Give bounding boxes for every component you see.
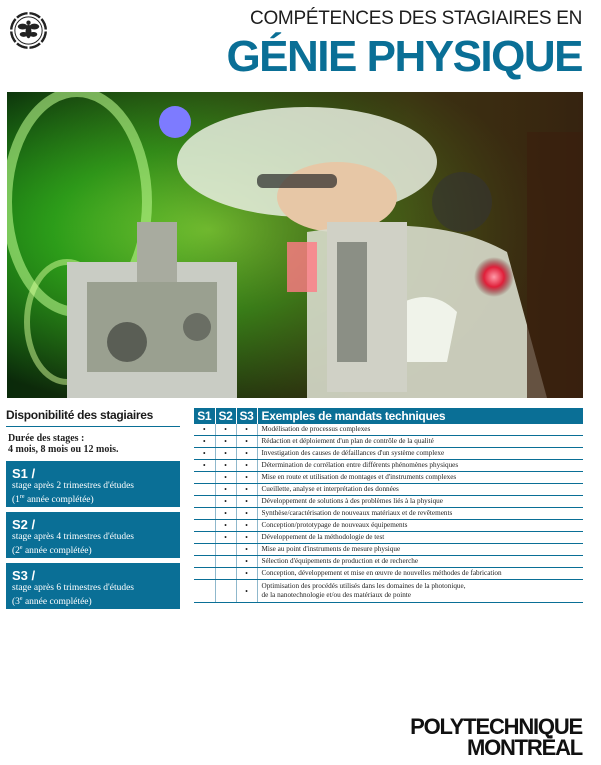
table-row — [194, 448, 583, 460]
cell-s2: • — [215, 508, 236, 520]
stage-completion: (1re année complétée) — [12, 494, 94, 506]
cell-s1 — [194, 580, 215, 603]
stage-box-s1 — [6, 461, 180, 507]
stage-completion: (3e année complétée) — [12, 596, 92, 608]
cell-s2 — [215, 580, 236, 603]
cell-mandate: Mise en route et utilisation de montages et d'instruments complexes — [257, 472, 583, 484]
cell-s1: • — [194, 436, 215, 448]
cell-s1: • — [194, 448, 215, 460]
cell-s2: • — [215, 496, 236, 508]
cell-s3: • — [236, 520, 257, 532]
stage-box-s3 — [6, 563, 180, 609]
cell-mandate: Développement de solutions à des problèmes liés à la physique — [257, 496, 583, 508]
cell-s3: • — [236, 532, 257, 544]
cell-s3: • — [236, 424, 257, 436]
column-header-s2: S2 — [215, 408, 236, 424]
table-row — [194, 532, 583, 544]
cell-s1 — [194, 544, 215, 556]
cell-mandate: Sélection d'équipements de production et de recherche — [257, 556, 583, 568]
table-header-row — [194, 408, 583, 424]
cell-s2: • — [215, 424, 236, 436]
cell-mandate: Détermination de corrélation entre différents phénomènes physiques — [257, 460, 583, 472]
table-row — [194, 472, 583, 484]
cell-s2: • — [215, 472, 236, 484]
cell-s1 — [194, 508, 215, 520]
table-row — [194, 556, 583, 568]
logo-line-1: POLYTECHNIQUE — [410, 714, 582, 739]
cell-s3: • — [236, 508, 257, 520]
cell-mandate: Investigation des causes de défaillances d'un système complexe — [257, 448, 583, 460]
cell-s1: • — [194, 460, 215, 472]
table-row — [194, 496, 583, 508]
stage-description: stage après 6 trimestres d'études — [12, 583, 135, 593]
laboratory-photo — [7, 92, 583, 398]
logo-line-2: MONTRÉAL — [466, 735, 582, 760]
cell-mandate: Modélisation de processus complexes — [257, 424, 583, 436]
cell-s3: • — [236, 496, 257, 508]
cell-s2: • — [215, 460, 236, 472]
duration-label: Durée des stages : — [8, 433, 85, 444]
column-header-s1: S1 — [194, 408, 215, 424]
column-header-mandates: Exemples de mandats techniques — [257, 408, 583, 424]
duration-value: 4 mois, 8 mois ou 12 mois. — [8, 444, 119, 455]
table-row — [194, 520, 583, 532]
stage-description: stage après 4 trimestres d'études — [12, 532, 135, 542]
cell-s1 — [194, 472, 215, 484]
stage-code: S2 / — [12, 517, 36, 532]
cell-s3: • — [236, 436, 257, 448]
cell-s2 — [215, 568, 236, 580]
cell-s3: • — [236, 544, 257, 556]
cell-mandate: Conception/prototypage de nouveaux équipements — [257, 520, 583, 532]
table-row — [194, 436, 583, 448]
mandates-table — [194, 408, 583, 603]
table-row — [194, 580, 583, 603]
cell-s3: • — [236, 556, 257, 568]
cell-s2: • — [215, 520, 236, 532]
cell-s3: • — [236, 448, 257, 460]
stage-description: stage après 2 trimestres d'études — [12, 481, 135, 491]
cell-s2: • — [215, 436, 236, 448]
header-subtitle: COMPÉTENCES DES STAGIAIRES EN — [250, 8, 582, 29]
cell-s1 — [194, 520, 215, 532]
cell-s3: • — [236, 568, 257, 580]
cell-s3: • — [236, 580, 257, 603]
cell-s1 — [194, 556, 215, 568]
table-row — [194, 544, 583, 556]
cell-s2 — [215, 556, 236, 568]
cell-mandate: Conception, développement et mise en œuvre de nouvelles méthodes de fabrication — [257, 568, 583, 580]
polytechnique-seal-logo — [9, 11, 48, 50]
cell-s2: • — [215, 484, 236, 496]
stage-completion: (2e année complétée) — [12, 545, 92, 557]
table-row — [194, 460, 583, 472]
stage-box-s2 — [6, 512, 180, 558]
cell-mandate: Développement de la méthodologie de test — [257, 532, 583, 544]
stage-code: S3 / — [12, 568, 36, 583]
mandates-table-panel — [194, 408, 583, 603]
cell-mandate: Synthèse/caractérisation de nouveaux matériaux et de revêtements — [257, 508, 583, 520]
cell-s1 — [194, 484, 215, 496]
cell-s1 — [194, 532, 215, 544]
cell-s3: • — [236, 472, 257, 484]
column-header-s3: S3 — [236, 408, 257, 424]
cell-mandate: Optimisation des procédés utilisés dans les domaines de la photonique, de la nanotechnologie et/ou des matériaux de pointe — [257, 580, 583, 603]
table-row — [194, 568, 583, 580]
cell-mandate: Mise au point d'instruments de mesure physique — [257, 544, 583, 556]
cell-s1 — [194, 496, 215, 508]
cell-s3: • — [236, 484, 257, 496]
cell-mandate: Rédaction et déploiement d'un plan de contrôle de la qualité — [257, 436, 583, 448]
stage-code: S1 / — [12, 466, 36, 481]
cell-s2: • — [215, 448, 236, 460]
availability-panel — [6, 408, 180, 614]
table-row — [194, 424, 583, 436]
header-title: GÉNIE PHYSIQUE — [226, 32, 582, 81]
cell-mandate: Cueillette, analyse et interprétation des données — [257, 484, 583, 496]
cell-s2: • — [215, 532, 236, 544]
table-row — [194, 484, 583, 496]
cell-s3: • — [236, 460, 257, 472]
cell-s1 — [194, 568, 215, 580]
table-row — [194, 508, 583, 520]
cell-s1: • — [194, 424, 215, 436]
cell-s2 — [215, 544, 236, 556]
polytechnique-montreal-logo — [410, 716, 582, 758]
availability-title: Disponibilité des stagiaires — [6, 408, 180, 427]
